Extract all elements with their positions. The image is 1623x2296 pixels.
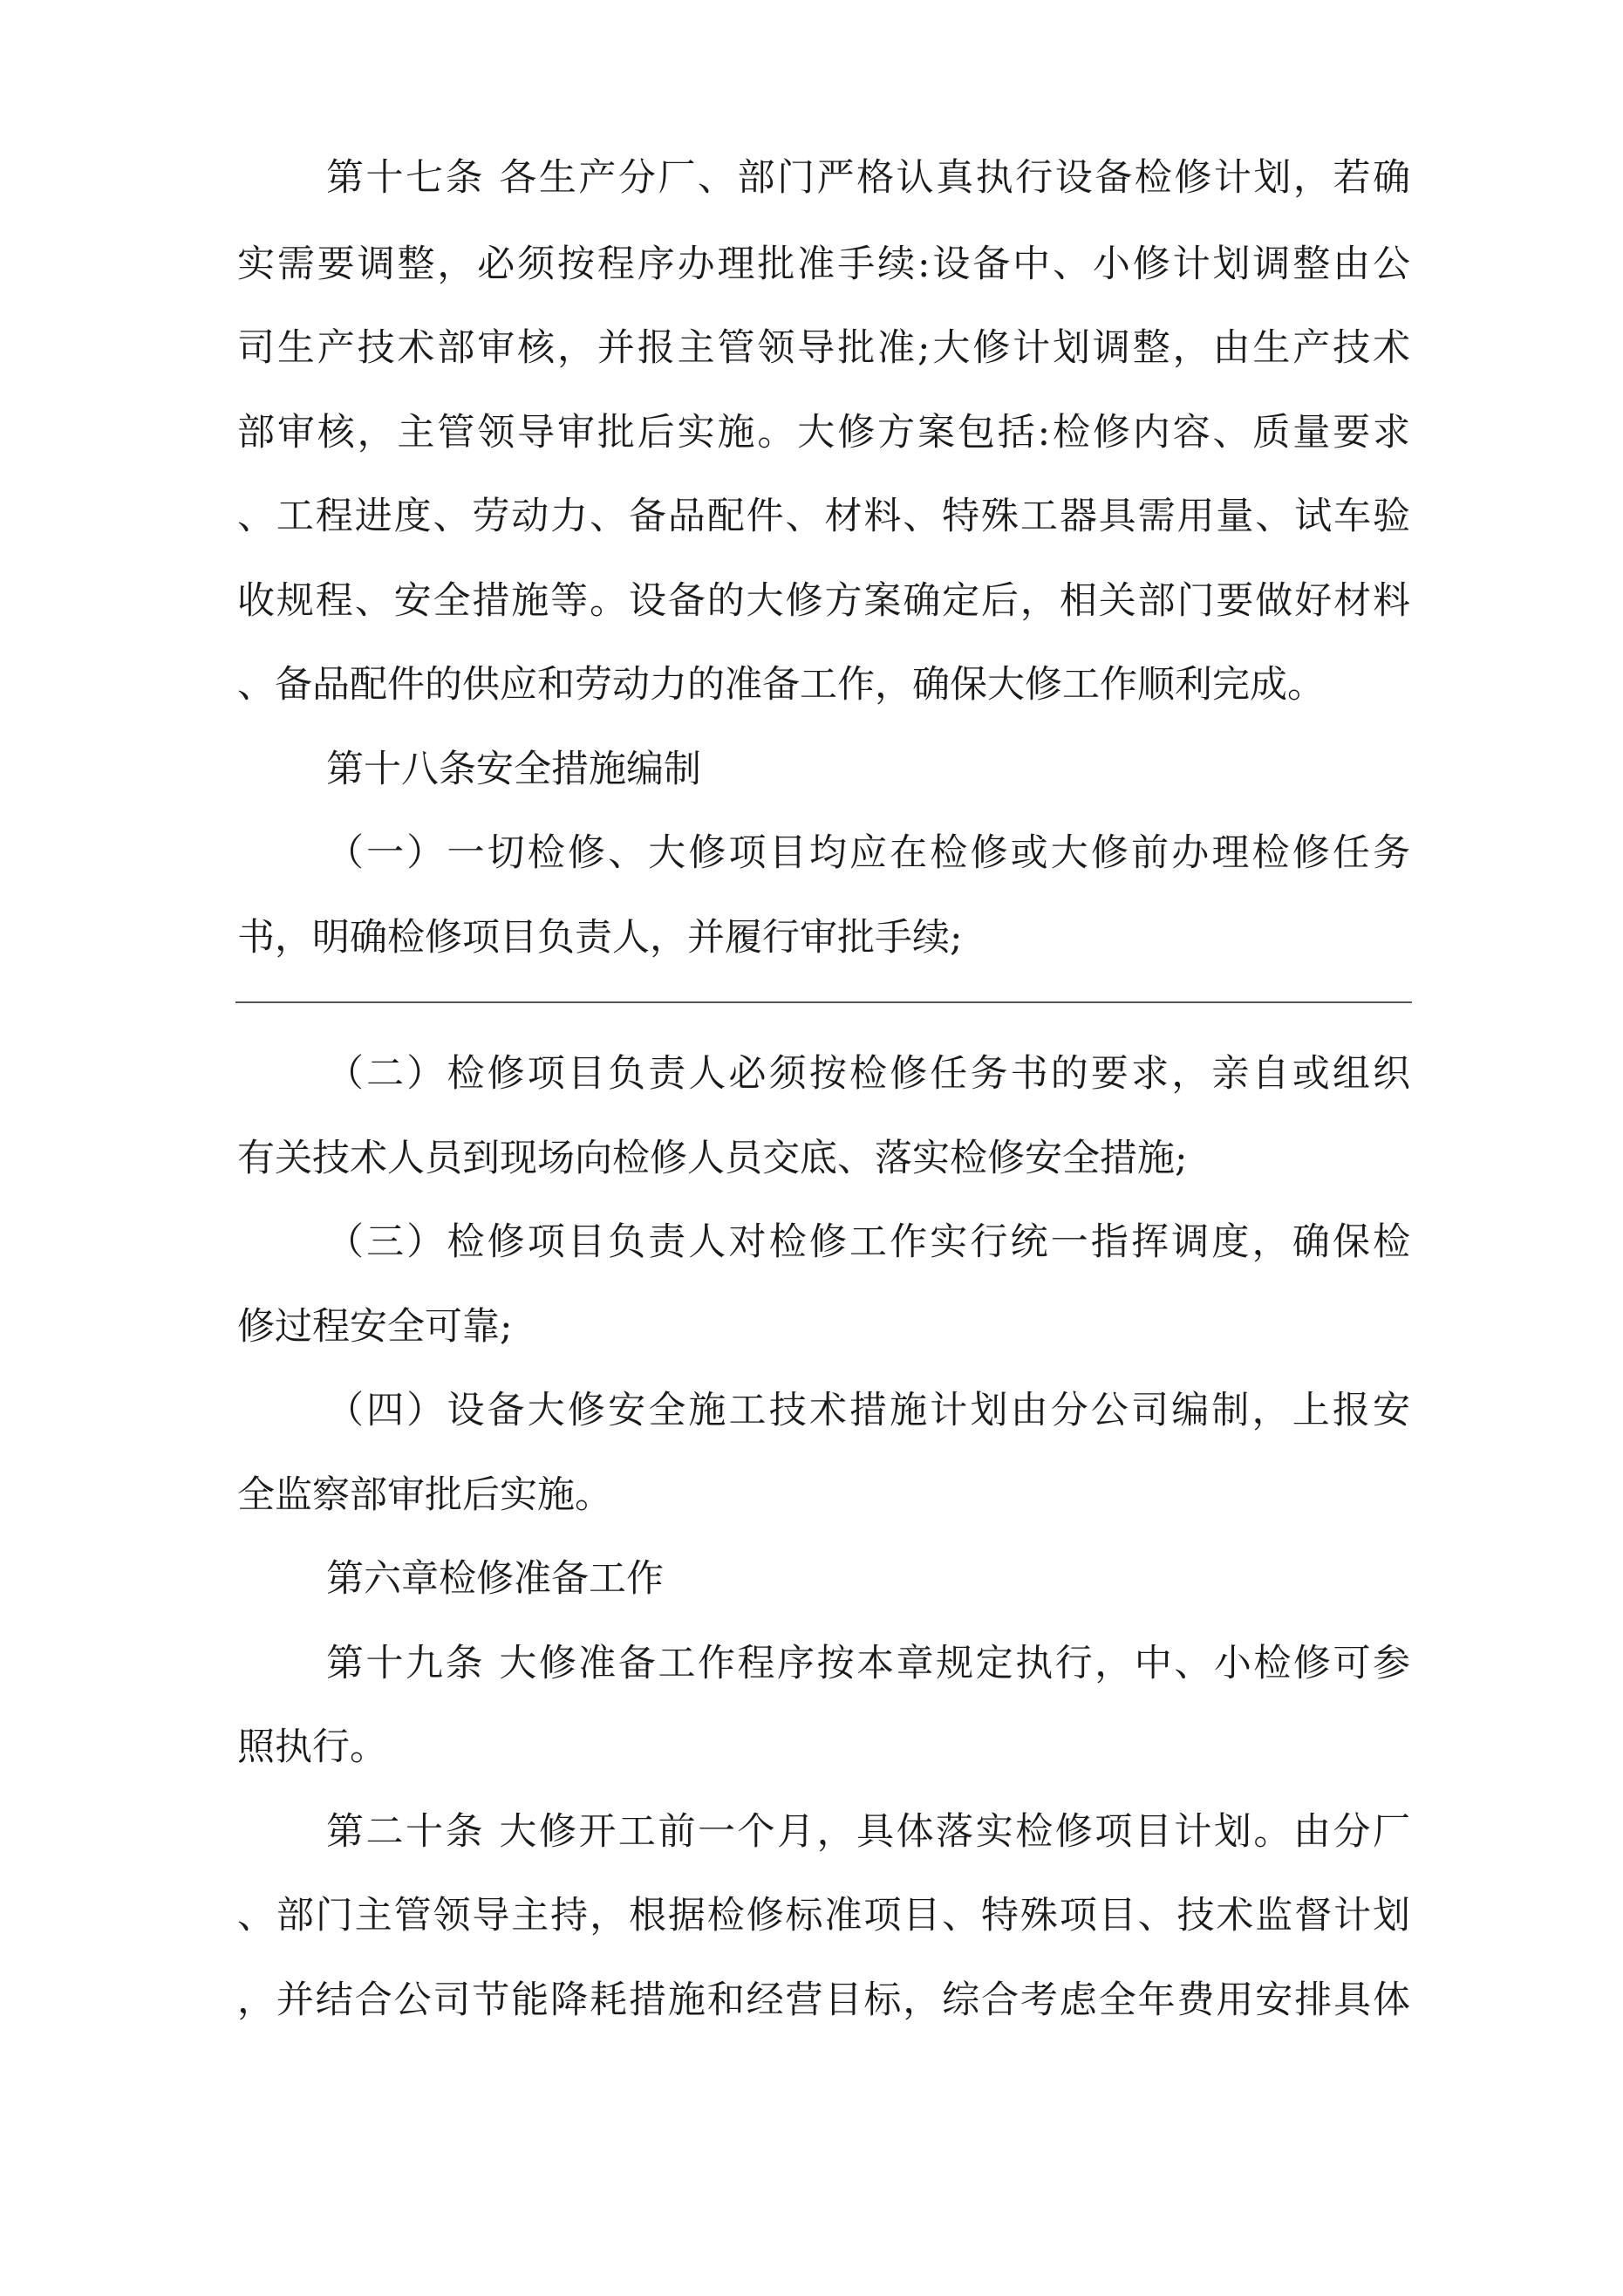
article-17-line-2: 实需要调整，必须按程序办理批准手续:设备中、小修计划调整由公 — [237, 243, 1410, 286]
article-17-line-7: 、备品配件的供应和劳动力的准备工作，确保大修工作顺利完成。 — [237, 663, 1325, 707]
article-20-line-1: 第二十条 大修开工前一个月，具体落实检修项目计划。由分厂 — [326, 1810, 1410, 1854]
article-19-line-2: 照执行。 — [237, 1725, 387, 1769]
article-18-item-3-line-2: 修过程安全可靠; — [237, 1305, 513, 1349]
article-20-line-2: 、部门主管领导主持，根据检修标准项目、特殊项目、技术监督计划 — [237, 1894, 1410, 1937]
article-19-line-1: 第十九条 大修准备工作程序按本章规定执行，中、小检修可参 — [326, 1642, 1410, 1685]
article-17-line-1: 第十七条 各生产分厂、部门严格认真执行设备检修计划，若确 — [326, 156, 1410, 200]
article-18-item-2-line-1: （二）检修项目负责人必须按检修任务书的要求，亲自或组织 — [326, 1052, 1410, 1096]
article-18-item-4-line-2: 全监察部审批后实施。 — [237, 1473, 612, 1517]
article-17-line-3: 司生产技术部审核，并报主管领导批准;大修计划调整，由生产技术 — [237, 326, 1410, 370]
article-20-line-3: ，并结合公司节能降耗措施和经营目标，综合考虑全年费用安排具体 — [237, 1978, 1410, 2022]
article-18-item-3-line-1: （三）检修项目负责人对检修工作实行统一指挥调度，确保检 — [326, 1220, 1410, 1264]
chapter-6-heading: 第六章检修准备工作 — [326, 1557, 664, 1601]
page-divider — [235, 1001, 1412, 1003]
article-18-item-1-line-2: 书，明确检修项目负责人，并履行审批手续; — [237, 916, 963, 960]
article-17-line-5: 、工程进度、劳动力、备品配件、材料、特殊工器具需用量、试车验 — [237, 495, 1410, 538]
article-17-line-6: 收规程、安全措施等。设备的大修方案确定后，相关部门要做好材料 — [237, 579, 1410, 623]
article-17-line-4: 部审核，主管领导审批后实施。大修方案包括:检修内容、质量要求 — [237, 411, 1410, 454]
article-18-item-4-line-1: （四）设备大修安全施工技术措施计划由分公司编制，上报安 — [326, 1389, 1410, 1432]
article-18-item-2-line-2: 有关技术人员到现场向检修人员交底、落实检修安全措施; — [237, 1137, 1188, 1180]
article-18-item-1-line-1: （一）一切检修、大修项目均应在检修或大修前办理检修任务 — [326, 831, 1410, 875]
article-18-heading: 第十八条安全措施编制 — [326, 748, 701, 791]
